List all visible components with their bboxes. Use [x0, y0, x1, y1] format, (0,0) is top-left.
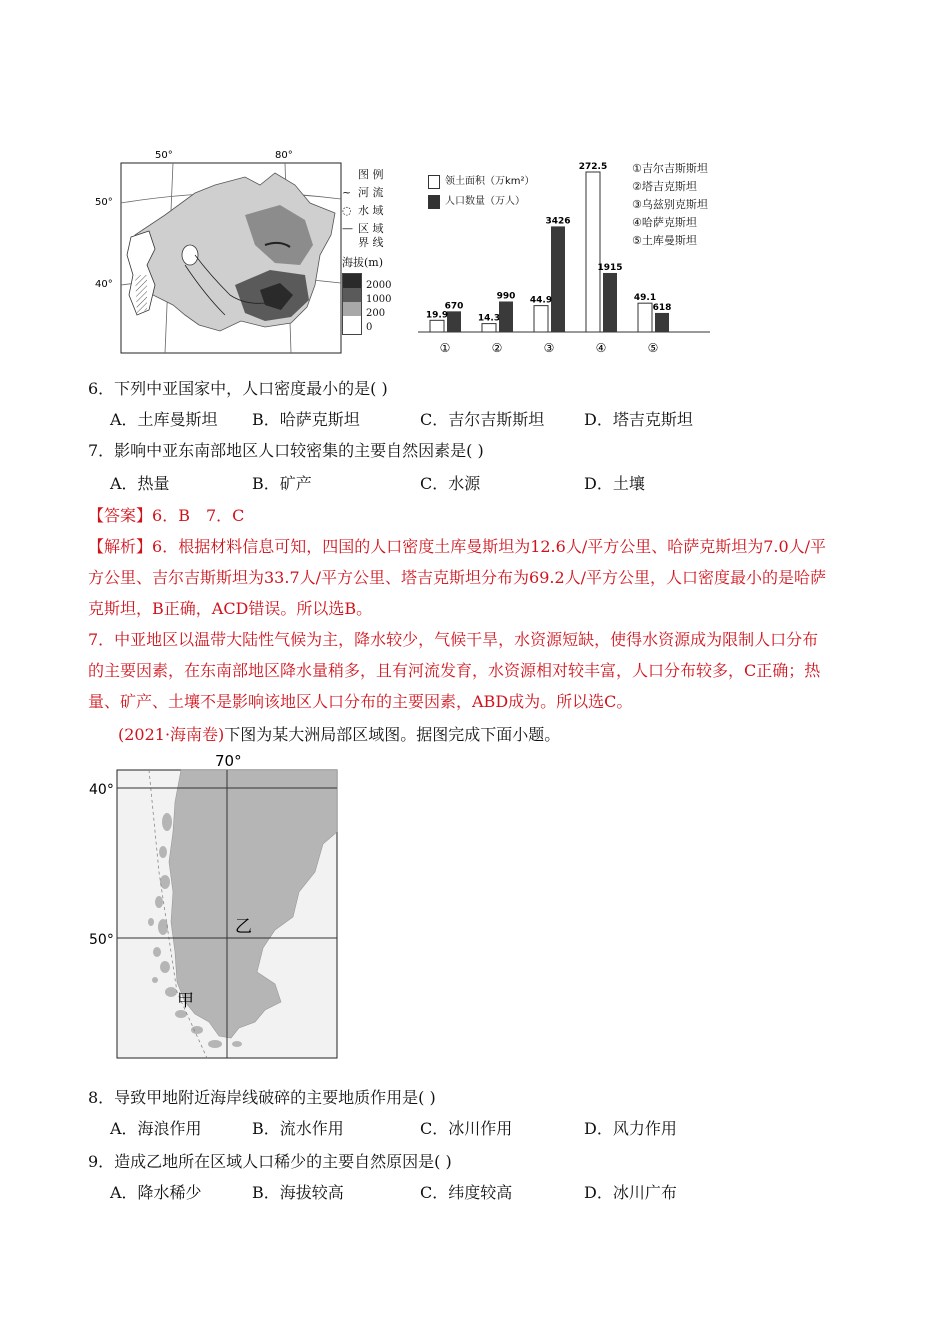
elev-label: 1000	[366, 294, 392, 305]
country-key	[632, 160, 708, 250]
population-value-label: 1915	[597, 262, 623, 273]
legend-river-label: 河 流	[358, 186, 384, 199]
q6-option-a[interactable]: A．土库曼斯坦	[110, 410, 218, 429]
population-value-label: 618	[652, 302, 672, 313]
answer-line	[88, 500, 244, 531]
country-key-item: ②塔吉克斯坦	[632, 180, 697, 193]
question-7-stem: 7．影响中亚东南部地区人口较密集的主要自然因素是( )	[88, 441, 484, 460]
q8-option-b[interactable]: B．流水作用	[252, 1119, 344, 1138]
lon-label-50: 50°	[155, 150, 173, 161]
analysis-7-line-2: 的主要因素，在东南部地区降水量稍多，且有河流发育，水资源相对较丰富，人口分布较多，C正确；热	[88, 661, 821, 680]
category-label: ①	[439, 341, 451, 355]
q7-option-b[interactable]: B．矿产	[252, 474, 312, 493]
question-9-stem: 9．造成乙地所在区域人口稀少的主要自然原因是( )	[88, 1152, 452, 1171]
analysis-block	[88, 531, 868, 717]
elevation-title: 海拔(m)	[342, 256, 384, 269]
caspian-hatch	[135, 275, 147, 313]
category-label: ③	[543, 341, 555, 355]
legend-boundary-label-2: 界 线	[358, 236, 384, 249]
category-label: ⑤	[647, 341, 659, 355]
analysis-6-line-2: 方公里、吉尔吉斯斯坦为33.7人/平方公里、塔吉克斯坦分布为69.2人/平方公里，人口密度最小的是哈萨	[88, 568, 827, 587]
country-key-item: ④哈萨克斯坦	[632, 216, 697, 229]
category-label: ④	[595, 341, 607, 355]
population-value-label: 670	[444, 301, 464, 312]
population-value-label: 990	[496, 291, 516, 302]
q6-option-b[interactable]: B．哈萨克斯坦	[252, 410, 360, 429]
elev-swatch-1000	[343, 288, 361, 302]
q8-option-d[interactable]: D．风力作用	[584, 1119, 677, 1138]
analysis-7-line-1: 7．中亚地区以温带大陆性气候为主，降水较少，气候干旱，水资源短缺，使得水资源成为限制人口分布	[88, 630, 819, 649]
lat-label-40: 40°	[89, 782, 114, 798]
map-legend	[342, 168, 402, 358]
question-8-stem: 8．导致甲地附近海岸线破碎的主要地质作用是( )	[88, 1088, 436, 1107]
analysis-6-line-1: 6．根据材料信息可知，四国的人口密度土库曼斯坦为12.6人/平方公里、哈萨克斯坦为7.0人/平	[152, 537, 827, 556]
legend-area-label: 领土面积（万km²）	[445, 176, 535, 187]
chart-legend	[428, 172, 535, 212]
elev-label: 0	[366, 322, 373, 333]
water-icon: ◌	[342, 204, 352, 217]
elev-swatch-200	[343, 302, 361, 316]
river-icon: ~	[342, 186, 352, 199]
country-key-item: ③乌兹别克斯坦	[632, 198, 708, 211]
area-bar	[482, 324, 496, 332]
legend-water-label: 水 域	[358, 204, 384, 217]
q8-option-a[interactable]: A．海浪作用	[110, 1119, 202, 1138]
aral-sea	[182, 245, 198, 265]
q7-option-a[interactable]: A．热量	[110, 474, 170, 493]
place-label-jia: 甲	[177, 991, 194, 1011]
population-bar	[447, 311, 461, 332]
legend-boundary-label: 区 域	[358, 222, 384, 235]
population-bar	[603, 273, 617, 332]
analysis-label: 【解析】	[88, 537, 153, 556]
lon-label-80: 80°	[275, 150, 293, 161]
q7-option-d[interactable]: D．土壤	[584, 474, 645, 493]
q7-option-c[interactable]: C．水源	[420, 474, 481, 493]
lat-label-50: 50°	[89, 932, 114, 948]
section-intro	[118, 724, 560, 746]
elev-label: 200	[366, 308, 386, 319]
population-bar	[655, 313, 669, 332]
population-value-label: 3426	[545, 216, 571, 227]
population-bar	[499, 301, 513, 332]
place-label-yi: 乙	[235, 917, 252, 937]
category-label: ②	[491, 341, 503, 355]
lat-label-40: 40°	[95, 279, 113, 290]
q9-option-b[interactable]: B．海拔较高	[252, 1183, 344, 1202]
area-value-label: 19.9	[425, 310, 449, 321]
area-bar	[534, 306, 548, 332]
answer-text: 6．B 7．C	[152, 506, 245, 525]
q6-option-d[interactable]: D．塔吉克斯坦	[584, 410, 693, 429]
legend-population-label: 人口数量（万人）	[445, 196, 525, 207]
area-bar	[430, 320, 444, 332]
country-key-item: ①吉尔吉斯斯坦	[632, 162, 708, 175]
q8-option-c[interactable]: C．冰川作用	[420, 1119, 513, 1138]
patagonia-map	[85, 752, 345, 1064]
population-swatch	[428, 195, 440, 209]
q9-option-d[interactable]: D．冰川广布	[584, 1183, 677, 1202]
q6-option-c[interactable]: C．吉尔吉斯斯坦	[420, 410, 545, 429]
legend-title: 图 例	[358, 168, 384, 181]
area-bar	[638, 303, 652, 332]
area-value-label: 49.1	[633, 293, 657, 304]
country-key-item: ⑤土库曼斯坦	[632, 234, 697, 247]
lon-label-70: 70°	[215, 752, 242, 770]
source-label: (2021·海南卷)	[118, 725, 225, 744]
boundary-icon: —	[342, 222, 353, 235]
elev-label: 2000	[366, 280, 392, 291]
q9-option-a[interactable]: A．降水稀少	[110, 1183, 202, 1202]
area-swatch	[428, 175, 440, 189]
area-bar	[586, 172, 600, 332]
q9-option-c[interactable]: C．纬度较高	[420, 1183, 513, 1202]
analysis-7-line-3: 量、矿产、土壤不是影响该地区人口分布的主要因素，ABD成为。所以选C。	[88, 692, 633, 711]
lat-label-50: 50°	[95, 197, 113, 208]
patagonia-map-figure	[85, 752, 345, 1064]
population-bar	[551, 226, 565, 332]
elev-swatch-2000	[343, 274, 361, 288]
area-value-label: 44.9	[529, 295, 553, 306]
elev-swatch-0	[343, 316, 361, 330]
question-6-stem: 6．下列中亚国家中，人口密度最小的是( )	[88, 379, 388, 398]
area-value-label: 272.5	[578, 162, 608, 172]
intro-text: 下图为某大洲局部区域图。据图完成下面小题。	[224, 725, 561, 744]
area-value-label: 14.3	[477, 313, 501, 324]
answer-label: 【答案】	[88, 506, 153, 525]
analysis-6-line-3: 克斯坦，B正确，ACD错误。所以选B。	[88, 599, 373, 618]
